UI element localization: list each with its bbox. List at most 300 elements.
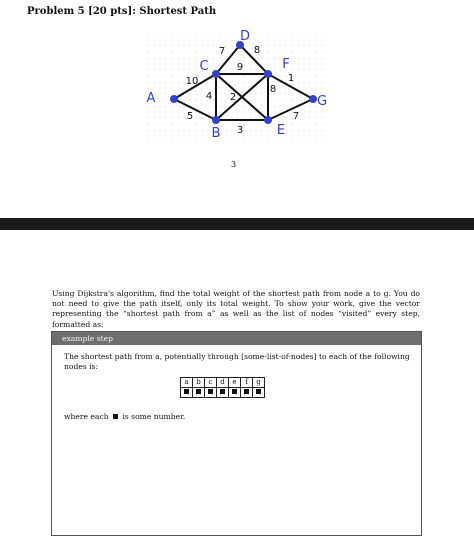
grid-dot: [219, 57, 220, 58]
grid-dot: [159, 117, 160, 118]
grid-dot: [309, 69, 310, 70]
grid-dot: [201, 51, 202, 52]
grid-dot: [189, 69, 190, 70]
grid-dot: [309, 81, 310, 82]
grid-dot: [201, 135, 202, 136]
grid-dot: [243, 57, 244, 58]
grid-dot: [273, 63, 274, 64]
grid-dot: [165, 39, 166, 40]
grid-dot: [237, 51, 238, 52]
grid-dot: [237, 81, 238, 82]
grid-dot: [153, 117, 154, 118]
grid-dot: [297, 135, 298, 136]
node-table: [180, 377, 265, 398]
grid-dot: [165, 93, 166, 94]
grid-dot: [249, 99, 250, 100]
grid-dot: [171, 111, 172, 112]
grid-dot: [267, 129, 268, 130]
grid-dot: [213, 45, 214, 46]
grid-dot: [219, 39, 220, 40]
grid-dot: [171, 93, 172, 94]
grid-dot: [303, 135, 304, 136]
problem-title: Problem 5 [20 pts]: Shortest Path: [27, 6, 217, 17]
grid-dot: [231, 69, 232, 70]
grid-dot: [315, 129, 316, 130]
grid-dot: [183, 39, 184, 40]
grid-dot: [285, 51, 286, 52]
grid-dot: [165, 99, 166, 100]
grid-dot: [315, 57, 316, 58]
grid-dot: [309, 87, 310, 88]
grid-dot: [255, 99, 256, 100]
grid-dot: [303, 45, 304, 46]
grid-dot: [297, 69, 298, 70]
grid-dot: [243, 123, 244, 124]
grid-dot: [273, 39, 274, 40]
grid-dot: [321, 123, 322, 124]
grid-dot: [255, 39, 256, 40]
grid-dot: [159, 87, 160, 88]
grid-dot: [261, 135, 262, 136]
grid-dot: [279, 45, 280, 46]
grid-dot: [213, 63, 214, 64]
grid-dot: [183, 99, 184, 100]
edge-weight-b-f: 2: [229, 92, 237, 103]
grid-dot: [309, 135, 310, 136]
grid-dot: [159, 39, 160, 40]
grid-dot: [297, 57, 298, 58]
grid-dot: [159, 129, 160, 130]
grid-dot: [171, 135, 172, 136]
table-value-d: [217, 388, 229, 398]
grid-dot: [273, 51, 274, 52]
grid-dot: [165, 81, 166, 82]
grid-dot: [261, 93, 262, 94]
grid-dot: [153, 45, 154, 46]
node-e: [264, 116, 272, 124]
grid-dot: [315, 87, 316, 88]
grid-dot: [207, 51, 208, 52]
footer-before: where each: [64, 412, 109, 421]
grid-dot: [195, 99, 196, 100]
grid-dot: [321, 45, 322, 46]
grid-dot: [159, 69, 160, 70]
grid-dot: [165, 129, 166, 130]
grid-dot: [261, 111, 262, 112]
edge-weight-f-e: 8: [269, 84, 277, 95]
grid-dot: [303, 51, 304, 52]
grid-dot: [297, 87, 298, 88]
grid-dot: [309, 111, 310, 112]
grid-dot: [321, 51, 322, 52]
node-label-g: G: [316, 94, 328, 109]
square-icon: [196, 389, 201, 394]
grid-dot: [303, 39, 304, 40]
footer-after: is some number.: [122, 412, 186, 421]
grid-dot: [171, 51, 172, 52]
grid-dot: [249, 93, 250, 94]
grid-dot: [255, 81, 256, 82]
grid-dot: [165, 105, 166, 106]
grid-dot: [207, 45, 208, 46]
grid-dot: [291, 63, 292, 64]
grid-dot: [201, 93, 202, 94]
grid-dot: [309, 63, 310, 64]
grid-dot: [177, 123, 178, 124]
grid-dot: [315, 39, 316, 40]
grid-dot: [219, 105, 220, 106]
grid-dot: [279, 87, 280, 88]
grid-dot: [303, 117, 304, 118]
grid-dot: [249, 135, 250, 136]
grid-dot: [279, 99, 280, 100]
grid-dot: [201, 105, 202, 106]
grid-dot: [255, 111, 256, 112]
square-icon: [220, 389, 225, 394]
grid-dot: [201, 123, 202, 124]
grid-dot: [207, 117, 208, 118]
grid-dot: [303, 129, 304, 130]
grid-dot: [297, 93, 298, 94]
grid-dot: [171, 87, 172, 88]
grid-dot: [219, 63, 220, 64]
grid-dot: [255, 123, 256, 124]
grid-dot: [213, 39, 214, 40]
grid-dot: [189, 123, 190, 124]
grid-dot: [171, 129, 172, 130]
grid-dot: [291, 51, 292, 52]
grid-dot: [183, 51, 184, 52]
grid-dot: [273, 45, 274, 46]
grid-dot: [285, 93, 286, 94]
grid-dot: [183, 87, 184, 88]
grid-dot: [159, 45, 160, 46]
example-box: [51, 331, 422, 536]
grid-dot: [213, 105, 214, 106]
grid-dot: [255, 129, 256, 130]
grid-dot: [243, 69, 244, 70]
square-icon: [256, 389, 261, 394]
grid-dot: [297, 99, 298, 100]
node-label-c: C: [199, 59, 209, 74]
grid-dot: [189, 45, 190, 46]
grid-dot: [147, 63, 148, 64]
grid-dot: [321, 63, 322, 64]
grid-dot: [309, 105, 310, 106]
grid-dot: [273, 105, 274, 106]
grid-dot: [159, 81, 160, 82]
grid-dot: [315, 45, 316, 46]
grid-dot: [177, 117, 178, 118]
grid-dot: [297, 129, 298, 130]
grid-dot: [321, 69, 322, 70]
grid-dot: [321, 135, 322, 136]
grid-dot: [171, 81, 172, 82]
table-label-b: b: [193, 378, 205, 388]
grid-dot: [195, 51, 196, 52]
grid-dot: [177, 87, 178, 88]
grid-dot: [165, 87, 166, 88]
grid-dot: [225, 75, 226, 76]
grid-dot: [261, 57, 262, 58]
grid-dot: [177, 39, 178, 40]
grid-dot: [159, 99, 160, 100]
grid-dot: [285, 87, 286, 88]
instructions-text: Using Dijkstra's algorithm, find the total weight of the shortest path from node a to g. You do not need to give the path itself, only its total weight. To show your work, give the vector representing the “shortest path from a” as well as the list of nodes “visited” every step, formatted as:: [52, 289, 420, 329]
grid-dot: [279, 105, 280, 106]
grid-dot: [213, 51, 214, 52]
grid-dot: [147, 135, 148, 136]
grid-dot: [225, 99, 226, 100]
grid-dot: [183, 57, 184, 58]
grid-dot: [267, 63, 268, 64]
grid-dot: [225, 123, 226, 124]
grid-dot: [309, 75, 310, 76]
grid-dot: [165, 57, 166, 58]
table-value-g: [253, 388, 265, 398]
grid-dot: [255, 117, 256, 118]
node-a: [170, 95, 178, 103]
page-separator: [0, 218, 474, 230]
table-label-e: e: [229, 378, 241, 388]
grid-dot: [153, 81, 154, 82]
grid-dot: [297, 75, 298, 76]
grid-dot: [303, 57, 304, 58]
grid-dot: [243, 63, 244, 64]
grid-dot: [315, 63, 316, 64]
grid-dot: [177, 63, 178, 64]
grid-dot: [243, 75, 244, 76]
grid-dot: [183, 117, 184, 118]
grid-dot: [243, 81, 244, 82]
node-label-d: D: [239, 29, 251, 44]
grid-dot: [177, 75, 178, 76]
grid-dot: [255, 57, 256, 58]
grid-dot: [303, 69, 304, 70]
grid-dot: [165, 69, 166, 70]
grid-dot: [321, 129, 322, 130]
edge-weight-f-g: 1: [287, 73, 295, 84]
grid-dot: [309, 39, 310, 40]
grid-dot: [195, 69, 196, 70]
grid-dot: [297, 51, 298, 52]
grid-dot: [177, 51, 178, 52]
grid-dot: [231, 63, 232, 64]
grid-dot: [303, 105, 304, 106]
grid-dot: [171, 75, 172, 76]
grid-dot: [195, 129, 196, 130]
grid-dot: [207, 123, 208, 124]
page-top: [0, 0, 474, 218]
square-icon: [208, 389, 213, 394]
grid-dot: [219, 87, 220, 88]
grid-dot: [315, 123, 316, 124]
grid-dot: [153, 39, 154, 40]
edge-weight-a-c: 10: [185, 76, 199, 87]
grid-dot: [261, 87, 262, 88]
grid-dot: [291, 99, 292, 100]
grid-dot: [297, 123, 298, 124]
grid-dot: [225, 51, 226, 52]
grid-dot: [243, 51, 244, 52]
grid-dot: [321, 39, 322, 40]
grid-dot: [303, 63, 304, 64]
grid-dot: [207, 87, 208, 88]
grid-dot: [267, 45, 268, 46]
node-label-f: F: [282, 57, 290, 72]
grid-dot: [177, 81, 178, 82]
node-label-b: B: [211, 126, 221, 141]
grid-dot: [165, 135, 166, 136]
grid-dot: [285, 129, 286, 130]
grid-dot: [249, 75, 250, 76]
grid-dot: [147, 87, 148, 88]
example-footer: [64, 412, 185, 421]
grid-dot: [315, 135, 316, 136]
grid-dot: [195, 57, 196, 58]
node-b: [212, 116, 220, 124]
grid-dot: [195, 123, 196, 124]
grid-dot: [273, 57, 274, 58]
grid-dot: [177, 135, 178, 136]
edge-weight-d-f: 8: [253, 45, 261, 56]
grid-dot: [201, 117, 202, 118]
grid-dot: [195, 135, 196, 136]
grid-dot: [147, 57, 148, 58]
grid-dot: [219, 111, 220, 112]
grid-dot: [249, 123, 250, 124]
grid-dot: [279, 93, 280, 94]
grid-dot: [207, 39, 208, 40]
grid-dot: [315, 111, 316, 112]
grid-dot: [147, 123, 148, 124]
grid-dot: [315, 69, 316, 70]
node-c: [212, 70, 220, 78]
node-g: [309, 95, 317, 103]
grid-dot: [231, 111, 232, 112]
grid-dot: [177, 111, 178, 112]
grid-dot: [243, 135, 244, 136]
grid-dot: [267, 51, 268, 52]
grid-dot: [321, 117, 322, 118]
table-value-a: [181, 388, 193, 398]
grid-dot: [309, 129, 310, 130]
grid-dot: [231, 135, 232, 136]
edge-weight-c-d: 7: [218, 46, 226, 57]
grid-dot: [153, 75, 154, 76]
grid-dot: [279, 57, 280, 58]
square-icon: [184, 389, 189, 394]
grid-dot: [249, 81, 250, 82]
table-value-f: [241, 388, 253, 398]
grid-dot: [153, 63, 154, 64]
grid-dot: [267, 57, 268, 58]
grid-dot: [195, 105, 196, 106]
grid-dot: [237, 75, 238, 76]
table-label-d: d: [217, 378, 229, 388]
grid-dot: [171, 105, 172, 106]
square-icon: [232, 389, 237, 394]
grid-dot: [201, 45, 202, 46]
grid-dot: [207, 135, 208, 136]
grid-dot: [201, 129, 202, 130]
grid-dot: [189, 51, 190, 52]
grid-dot: [231, 81, 232, 82]
grid-dot: [219, 93, 220, 94]
grid-dot: [249, 69, 250, 70]
grid-dot: [201, 75, 202, 76]
grid-dot: [243, 105, 244, 106]
grid-dot: [231, 57, 232, 58]
grid-dot: [153, 135, 154, 136]
grid-dot: [231, 129, 232, 130]
grid-dot: [183, 135, 184, 136]
grid-dot: [153, 51, 154, 52]
grid-dot: [273, 111, 274, 112]
grid-dot: [183, 105, 184, 106]
grid-dot: [321, 87, 322, 88]
grid-dot: [255, 105, 256, 106]
edge-weight-b-e: 3: [236, 125, 244, 136]
grid-dot: [291, 69, 292, 70]
grid-dot: [285, 45, 286, 46]
grid-dot: [273, 129, 274, 130]
grid-dot: [315, 81, 316, 82]
grid-dot: [249, 63, 250, 64]
grid-dot: [243, 129, 244, 130]
grid-dot: [255, 69, 256, 70]
grid-dot: [273, 135, 274, 136]
page-bottom: [0, 230, 474, 442]
grid-dot: [297, 45, 298, 46]
grid-dot: [231, 39, 232, 40]
grid-dot: [213, 99, 214, 100]
grid-dot: [195, 63, 196, 64]
grid-dot: [285, 81, 286, 82]
grid-dot: [291, 39, 292, 40]
grid-dot: [231, 123, 232, 124]
grid-dot: [207, 111, 208, 112]
grid-dot: [273, 123, 274, 124]
grid-dot: [225, 87, 226, 88]
grid-dot: [159, 111, 160, 112]
grid-dot: [303, 123, 304, 124]
grid-dot: [225, 39, 226, 40]
grid-dot: [147, 129, 148, 130]
grid-dot: [249, 111, 250, 112]
node-table-label-row: [181, 378, 265, 388]
grid-dot: [261, 63, 262, 64]
node-f: [264, 70, 272, 78]
grid-dot: [165, 75, 166, 76]
grid-dot: [279, 39, 280, 40]
grid-dot: [291, 57, 292, 58]
grid-dot: [243, 87, 244, 88]
grid-dot: [147, 111, 148, 112]
grid-dot: [183, 45, 184, 46]
grid-dot: [267, 135, 268, 136]
grid-dot: [189, 63, 190, 64]
grid-dot: [225, 45, 226, 46]
grid-dot: [165, 51, 166, 52]
grid-dot: [147, 117, 148, 118]
grid-dot: [153, 69, 154, 70]
grid-dot: [297, 81, 298, 82]
grid-dot: [309, 93, 310, 94]
square-icon: [113, 414, 118, 419]
grid-dot: [153, 87, 154, 88]
grid-dot: [243, 117, 244, 118]
